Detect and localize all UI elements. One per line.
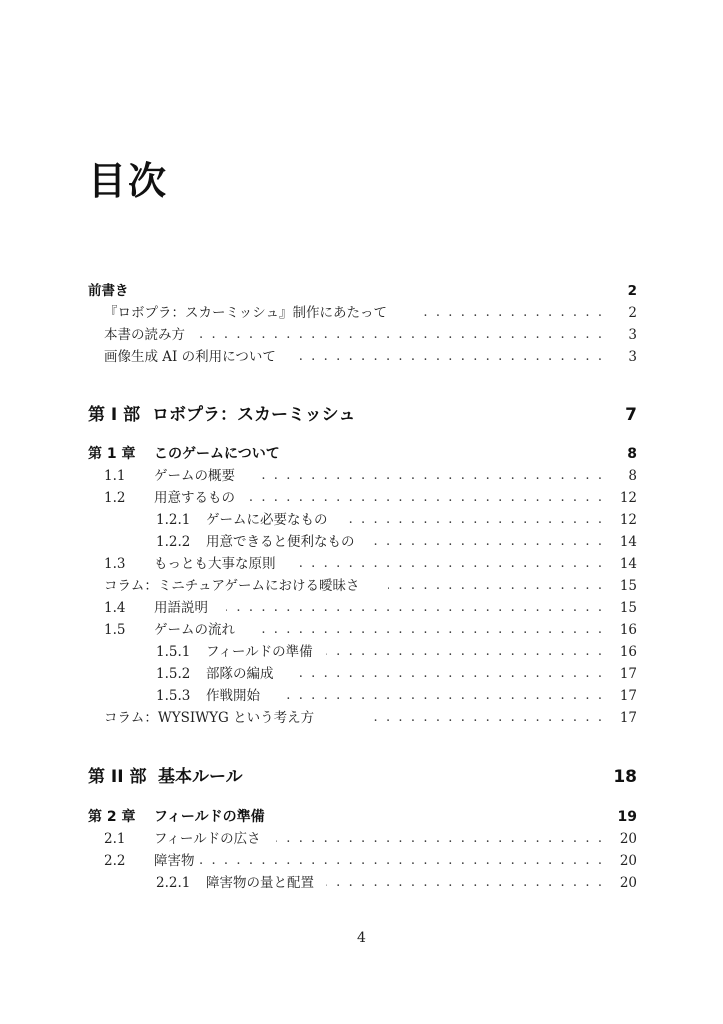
toc-chapter-1[interactable] [0, 443, 723, 465]
toc-section-number: 2.2 [104, 853, 126, 869]
toc-page-number: 3 [628, 327, 637, 343]
toc-label: 用語説明 [154, 600, 208, 616]
toc-page-number: 20 [619, 853, 637, 869]
toc-leader [250, 487, 602, 509]
toc-label: ロボプラ：スカーミッシュ [152, 405, 356, 425]
toc-page-number: 16 [619, 644, 637, 660]
toc-section-number: 1.2.1 [156, 512, 191, 528]
toc-section-number: 1.1 [104, 468, 126, 484]
page-number: 4 [357, 930, 366, 946]
toc-leader [290, 553, 602, 575]
toc-part-1[interactable] [0, 402, 723, 428]
toc-leader [290, 346, 602, 368]
toc-page-number: 16 [619, 622, 637, 638]
toc-label: 用意できると便利なもの [206, 534, 355, 550]
toc-page-number: 17 [619, 710, 637, 726]
toc-page-number: 2 [627, 283, 637, 299]
toc-leader [372, 531, 602, 553]
toc-entry[interactable] [0, 828, 723, 850]
toc-entry[interactable] [0, 663, 723, 685]
toc-part-number: 第 II 部 [88, 767, 147, 787]
toc-label: ゲームの概要 [154, 468, 235, 484]
toc-label: 用意するもの [154, 490, 235, 506]
toc-section-number: 2.1 [104, 831, 126, 847]
toc-label: コラム：ミニチュアゲームにおける曖昧さ [104, 578, 360, 594]
toc-page-number: 8 [627, 446, 637, 462]
toc-page-number: 12 [619, 512, 637, 528]
toc-page-number: 14 [619, 534, 637, 550]
toc-label: 前書き [88, 283, 129, 299]
toc-column-entry[interactable] [0, 707, 723, 729]
toc-entry[interactable] [0, 346, 723, 368]
toc-section-number: 2.2.1 [156, 875, 191, 891]
toc-page-number: 19 [617, 809, 637, 825]
toc-page-number: 17 [619, 666, 637, 682]
toc-section-number: 1.4 [104, 600, 126, 616]
toc-leader [326, 641, 602, 663]
toc-page-number: 14 [619, 556, 637, 572]
toc-label: 基本ルール [158, 767, 243, 787]
toc-label: フィールドの準備 [206, 644, 313, 660]
toc-label: ゲームの流れ [154, 622, 235, 638]
toc-entry[interactable] [0, 553, 723, 575]
toc-chapter-number: 第 1 章 [88, 446, 136, 462]
toc-leader [276, 828, 602, 850]
toc-preface[interactable] [0, 280, 723, 302]
toc-label: ゲームに必要なもの [206, 512, 328, 528]
toc-page-number: 17 [619, 688, 637, 704]
toc-leader [256, 619, 602, 641]
toc-entry[interactable] [0, 324, 723, 346]
toc-entry[interactable] [0, 531, 723, 553]
toc-label: 作戦開始 [206, 688, 260, 704]
toc-leader [290, 663, 602, 685]
toc-page-number: 2 [628, 305, 637, 321]
toc-label: このゲームについて [154, 446, 280, 462]
toc-leader [226, 597, 602, 619]
toc-page-number: 20 [619, 875, 637, 891]
toc-chapter-number: 第 2 章 [88, 809, 136, 825]
toc-entry[interactable] [0, 487, 723, 509]
toc-section-number: 1.5 [104, 622, 126, 638]
toc-entry[interactable] [0, 619, 723, 641]
toc-entry[interactable] [0, 685, 723, 707]
toc-label: フィールドの準備 [154, 809, 265, 825]
toc-part-number: 第 I 部 [88, 405, 141, 425]
toc-entry[interactable] [0, 872, 723, 894]
toc-leader [326, 872, 602, 894]
toc-label: 障害物の量と配置 [206, 875, 314, 891]
toc-page-number: 20 [619, 831, 637, 847]
toc-chapter-2[interactable] [0, 806, 723, 828]
toc-label: もっとも大事な原則 [154, 556, 276, 572]
toc-leader [200, 324, 602, 346]
toc-section-number: 1.2.2 [156, 534, 191, 550]
toc-label: 本書の読み方 [104, 327, 185, 343]
toc-page-number: 12 [619, 490, 637, 506]
toc-leader [388, 575, 602, 597]
toc-page-number: 15 [619, 578, 637, 594]
toc-leader [200, 850, 602, 872]
toc-page-number: 3 [628, 349, 637, 365]
toc-page-number: 15 [619, 600, 637, 616]
toc-page-number: 7 [625, 405, 637, 425]
toc-leader [372, 707, 602, 729]
toc-entry[interactable] [0, 597, 723, 619]
toc-leader [278, 685, 602, 707]
toc-column-entry[interactable] [0, 575, 723, 597]
toc-entry[interactable] [0, 509, 723, 531]
toc-section-number: 1.3 [104, 556, 126, 572]
toc-label: コラム：WYSIWYG という考え方 [104, 710, 315, 726]
toc-page-number: 18 [613, 767, 637, 787]
toc-leader [414, 302, 602, 324]
toc-label: 障害物 [154, 853, 195, 869]
toc-entry[interactable] [0, 302, 723, 324]
toc-section-number: 1.5.3 [156, 688, 191, 704]
toc-section-number: 1.2 [104, 490, 126, 506]
toc-section-number: 1.5.1 [156, 644, 191, 660]
toc-leader [340, 509, 602, 531]
toc-part-2[interactable] [0, 764, 723, 790]
toc-label: 『ロボプラ：スカーミッシュ』制作にあたって [104, 305, 387, 321]
toc-label: 画像生成 AI の利用について [104, 349, 276, 365]
toc-entry[interactable] [0, 850, 723, 872]
toc-entry[interactable] [0, 465, 723, 487]
toc-page-number: 8 [628, 468, 637, 484]
page-title: 目次 [88, 159, 169, 203]
toc-leader [258, 465, 602, 487]
toc-label: フィールドの広さ [154, 831, 261, 847]
toc-section-number: 1.5.2 [156, 666, 191, 682]
toc-label: 部隊の編成 [206, 666, 274, 682]
toc-entry[interactable] [0, 641, 723, 663]
